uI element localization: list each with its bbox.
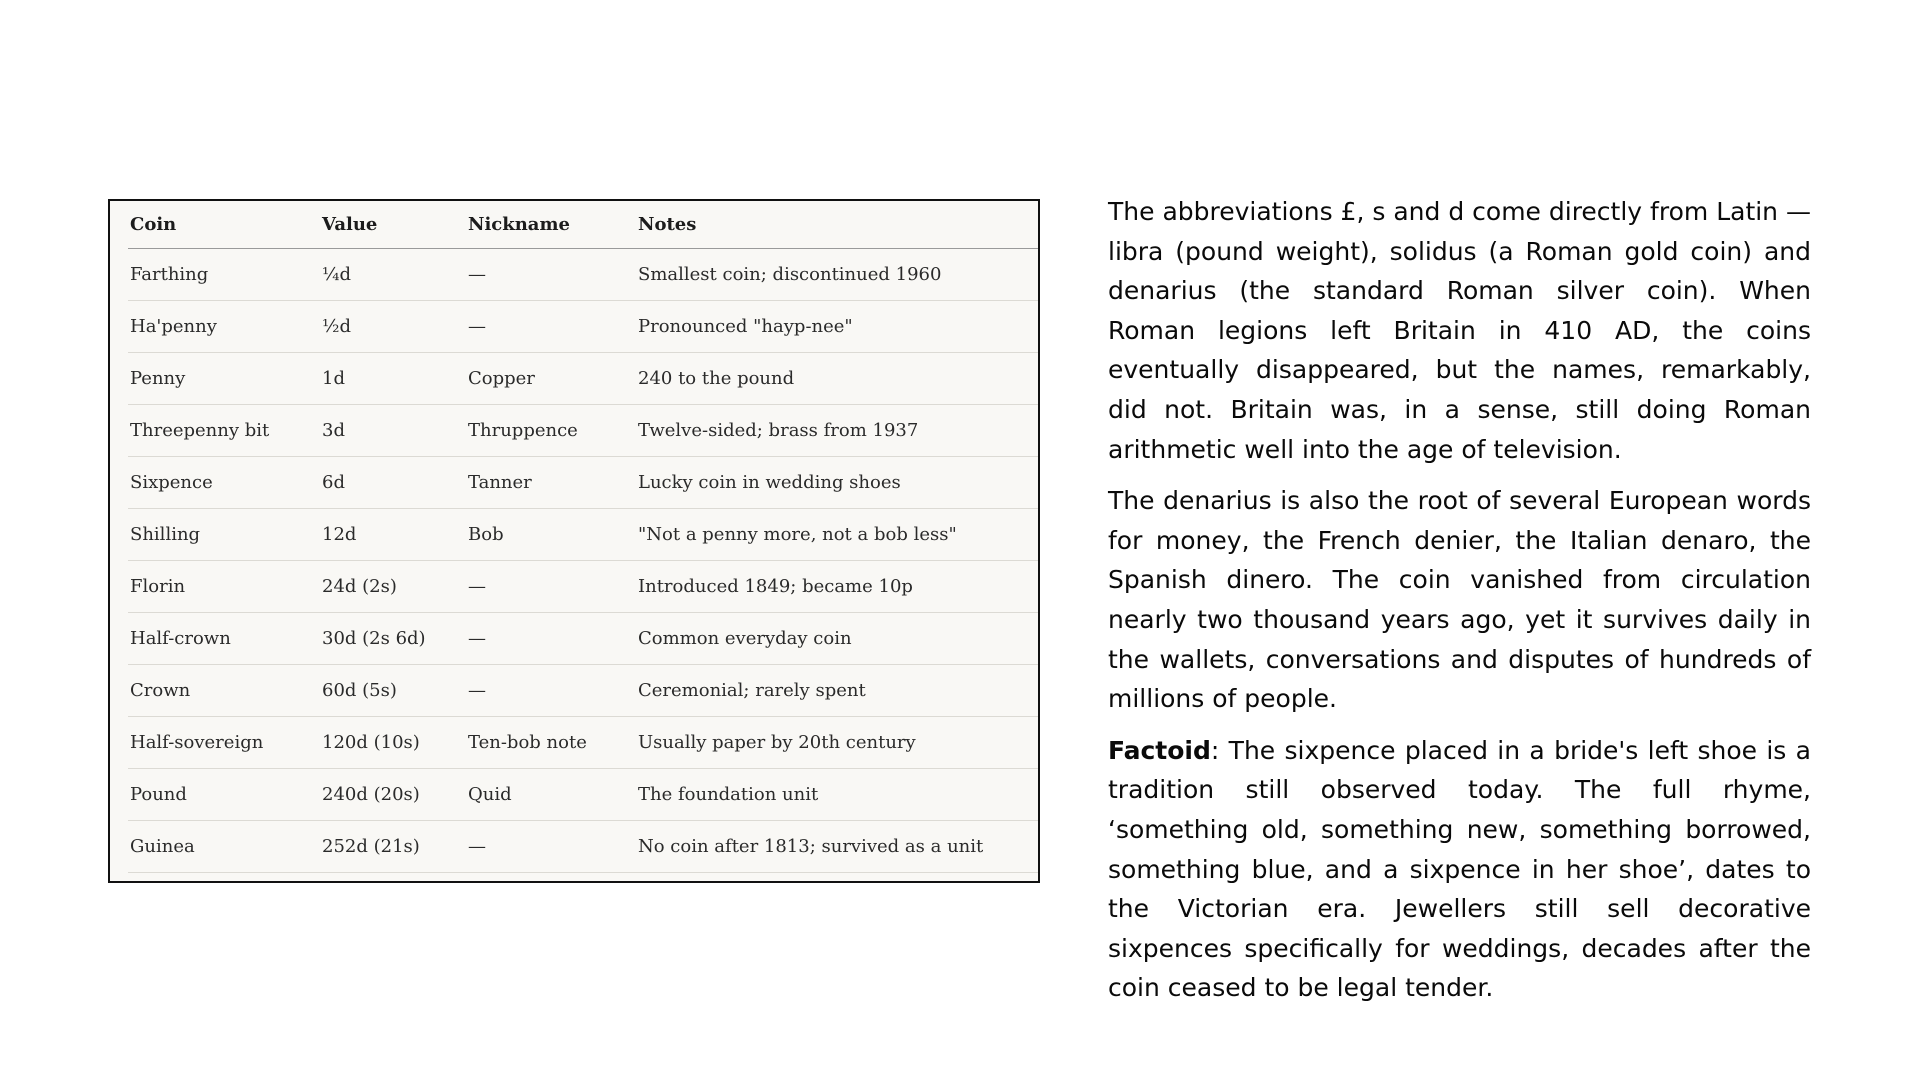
table-row — [128, 821, 1040, 873]
cell-value: 30d (2s 6d) — [320, 613, 466, 665]
table-row — [128, 613, 1040, 665]
coin-table-panel — [108, 199, 1040, 883]
cell-coin: Threepenny bit — [128, 405, 320, 457]
table-row — [128, 561, 1040, 613]
cell-notes: Twelve-sided; brass from 1937 — [636, 405, 1040, 457]
cell-notes: Pronounced "hayp-nee" — [636, 301, 1040, 353]
cell-notes: Lucky coin in wedding shoes — [636, 457, 1040, 509]
cell-nickname: — — [466, 561, 636, 613]
header-nickname: Nickname — [466, 201, 636, 249]
cell-nickname: — — [466, 821, 636, 873]
cell-coin: Penny — [128, 353, 320, 405]
cell-notes: Smallest coin; discontinued 1960 — [636, 249, 1040, 301]
table-row — [128, 769, 1040, 821]
cell-value: 240d (20s) — [320, 769, 466, 821]
cell-value: 60d (5s) — [320, 665, 466, 717]
cell-nickname: Bob — [466, 509, 636, 561]
cell-coin: Pound — [128, 769, 320, 821]
cell-notes: The foundation unit — [636, 769, 1040, 821]
table-row — [128, 249, 1040, 301]
cell-coin: Crown — [128, 665, 320, 717]
table-row — [128, 301, 1040, 353]
paragraph-latin-origins: The abbreviations £, s and d come directly from Latin — libra (pound weight), solidus (a Roman gold coin) and denarius (the standard Roman silver coin). When Roman legions left Britain in 410 AD, the coins eventually disappeared, but the names, remarkably, did not. Britain was, in a sense, still doing Roman arithmetic well into the age of television. — [1108, 197, 1811, 464]
table-row — [128, 717, 1040, 769]
cell-value: 24d (2s) — [320, 561, 466, 613]
cell-nickname: — — [466, 249, 636, 301]
cell-notes: Usually paper by 20th century — [636, 717, 1040, 769]
cell-notes: 240 to the pound — [636, 353, 1040, 405]
cell-nickname: Copper — [466, 353, 636, 405]
table-row — [128, 353, 1040, 405]
table-row — [128, 405, 1040, 457]
cell-coin: Half-sovereign — [128, 717, 320, 769]
cell-nickname: Tanner — [466, 457, 636, 509]
cell-value: 12d — [320, 509, 466, 561]
cell-nickname: — — [466, 613, 636, 665]
table-header-row — [128, 201, 1040, 249]
cell-nickname: Ten-bob note — [466, 717, 636, 769]
cell-nickname: — — [466, 665, 636, 717]
table-row — [128, 457, 1040, 509]
commentary-text — [1108, 192, 1811, 1020]
header-coin: Coin — [128, 201, 320, 249]
cell-value: 6d — [320, 457, 466, 509]
cell-notes: No coin after 1813; survived as a unit — [636, 821, 1040, 873]
cell-notes: Common everyday coin — [636, 613, 1040, 665]
cell-notes: "Not a penny more, not a bob less" — [636, 509, 1040, 561]
cell-value: 120d (10s) — [320, 717, 466, 769]
cell-value: 252d (21s) — [320, 821, 466, 873]
paragraph-denarius: The denarius is also the root of several European words for money, the French denier, the Italian denaro, the Spanish dinero. The coin vanished from circulation nearly two thousand years ago, yet it survives daily in the wallets, conversations and disputes of hundreds of millions of people. — [1108, 486, 1811, 714]
factoid-label: Factoid — [1108, 735, 1211, 765]
cell-coin: Guinea — [128, 821, 320, 873]
cell-value: 1d — [320, 353, 466, 405]
cell-notes: Ceremonial; rarely spent — [636, 665, 1040, 717]
table-row — [128, 509, 1040, 561]
cell-coin: Florin — [128, 561, 320, 613]
table-row — [128, 665, 1040, 717]
cell-notes: Introduced 1849; became 10p — [636, 561, 1040, 613]
cell-nickname: Quid — [466, 769, 636, 821]
cell-nickname: Thruppence — [466, 405, 636, 457]
header-notes: Notes — [636, 201, 1040, 249]
header-value: Value — [320, 201, 466, 249]
factoid-body: : The sixpence placed in a bride's left shoe is a tradition still observed today. The full rhyme, ‘something old, something new, something borrowed, something blue, and a sixpence in her shoe’, dates to the Victorian era. Jewellers still sell decorative sixpences specifically for weddings, decades after the coin ceased to be legal tender. — [1108, 735, 1811, 1003]
cell-value: ¼d — [320, 249, 466, 301]
cell-value: 3d — [320, 405, 466, 457]
paragraph-factoid — [1108, 731, 1811, 1008]
cell-value: ½d — [320, 301, 466, 353]
cell-coin: Sixpence — [128, 457, 320, 509]
coin-table — [128, 201, 1040, 873]
cell-coin: Shilling — [128, 509, 320, 561]
cell-coin: Ha'penny — [128, 301, 320, 353]
cell-coin: Half-crown — [128, 613, 320, 665]
cell-nickname: — — [466, 301, 636, 353]
cell-coin: Farthing — [128, 249, 320, 301]
